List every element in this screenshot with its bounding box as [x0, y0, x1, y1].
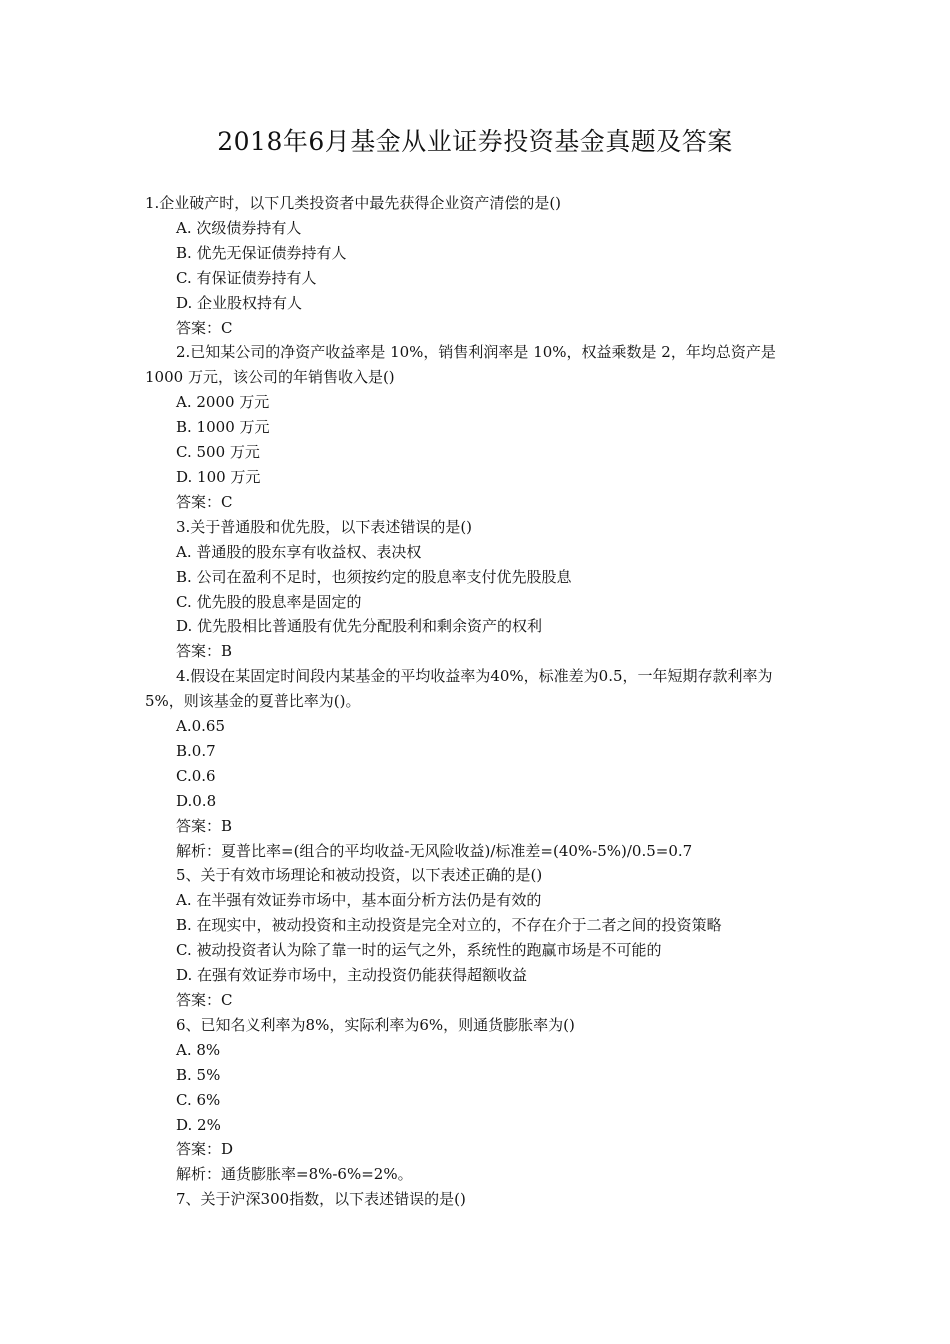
question-6-option-d: D. 2% — [176, 1115, 221, 1134]
question-4-stem: 4.假设在某固定时间段内某基金的平均收益率为40%，标准差为0.5，一年短期存款利率为5%，则该基金的夏普比率为()。 — [145, 667, 773, 711]
question-4-option-b: B.0.7 — [176, 741, 216, 760]
question-1-option-b: B. 优先无保证债券持有人 — [176, 243, 347, 262]
question-7-stem: 7、关于沪深300指数，以下表述错误的是() — [176, 1190, 466, 1209]
question-4-option-d: D.0.8 — [176, 791, 217, 810]
question-5-answer: 答案：C — [176, 991, 233, 1009]
question-4-answer: 答案：B — [176, 816, 233, 835]
question-3-option-a: A. 普通股的股东享有收益权、表决权 — [176, 542, 422, 561]
question-6-option-b: B. 5% — [176, 1065, 221, 1084]
question-3-option-b: B. 公司在盈利不足时，也须按约定的股息率支付优先股股息 — [176, 567, 572, 586]
question-1-answer: 答案：C — [176, 318, 233, 337]
question-6-option-a: A. 8% — [176, 1040, 221, 1059]
question-6-stem: 6、已知名义利率为8%，实际利率为6%，则通货膨胀率为() — [176, 1015, 575, 1034]
question-2-option-c: C. 500 万元 — [176, 443, 260, 462]
question-4-analysis: 解析：夏普比率=(组合的平均收益-无风险收益)/标准差=(40%-5%)/0.5=0.7 — [176, 841, 693, 860]
question-6-analysis: 解析：通货膨胀率=8%-6%=2%。 — [176, 1165, 413, 1184]
question-2-option-d: D. 100 万元 — [176, 467, 261, 486]
question-5-option-d: D. 在强有效证券市场中，主动投资仍能获得超额收益 — [176, 966, 528, 985]
question-2-option-b: B. 1000 万元 — [176, 418, 270, 437]
question-5-option-c: C. 被动投资者认为除了靠一时的运气之外，系统性的跑赢市场是不可能的 — [176, 941, 662, 960]
question-2-option-a: A. 2000 万元 — [176, 393, 270, 412]
question-5-option-a: A. 在半强有效证券市场中，基本面分析方法仍是有效的 — [176, 891, 542, 910]
question-5-option-b: B. 在现实中，被动投资和主动投资是完全对立的，不存在介于二者之间的投资策略 — [176, 916, 722, 935]
question-2-stem: 2.已知某公司的净资产收益率是 10%，销售利润率是 10%，权益乘数是 2，年均总资产是 1000 万元，该公司的年销售收入是() — [145, 343, 776, 387]
question-4-option-a: A.0.65 — [176, 717, 225, 736]
question-2-answer: 答案：C — [176, 492, 233, 511]
question-3-option-c: C. 优先股的股息率是固定的 — [176, 592, 362, 611]
question-1-option-d: D. 企业股权持有人 — [176, 293, 303, 312]
question-1-option-c: C. 有保证债券持有人 — [176, 268, 317, 287]
question-3-stem: 3.关于普通股和优先股，以下表述错误的是() — [176, 517, 473, 536]
question-5-stem: 5、关于有效市场理论和被动投资，以下表述正确的是() — [176, 866, 543, 885]
question-6-option-c: C. 6% — [176, 1090, 221, 1109]
document-title: 2018年6月基金从业证券投资基金真题及答案 — [217, 127, 733, 156]
question-1-option-a: A. 次级债券持有人 — [176, 218, 302, 237]
question-6-answer: 答案：D — [176, 1140, 234, 1159]
document-body — [145, 191, 810, 1212]
question-4-option-c: C.0.6 — [176, 766, 216, 785]
question-1-stem: 1.企业破产时，以下几类投资者中最先获得企业资产清偿的是() — [145, 194, 562, 212]
question-3-option-d: D. 优先股相比普通股有优先分配股利和剩余资产的权利 — [176, 617, 543, 636]
question-3-answer: 答案：B — [176, 642, 233, 661]
